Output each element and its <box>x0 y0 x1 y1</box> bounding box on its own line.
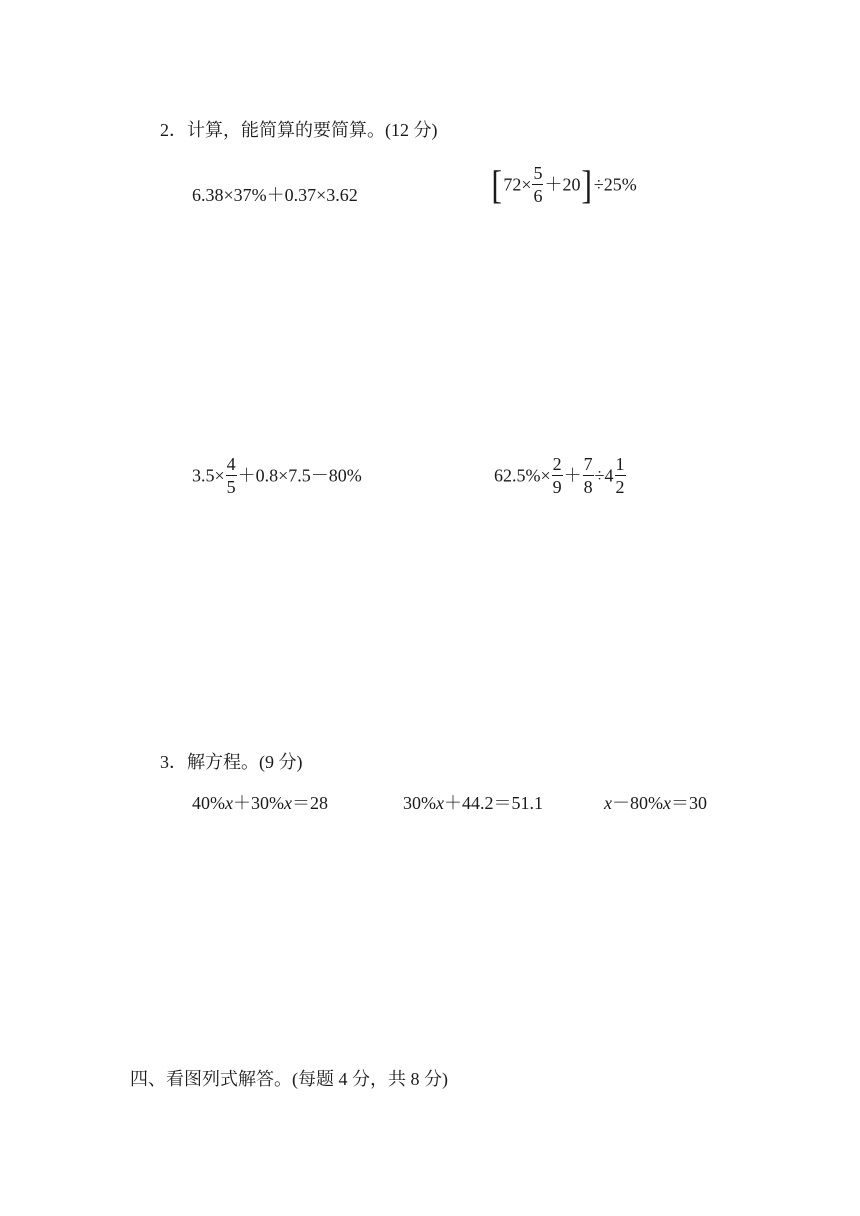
fraction-denominator: 8 <box>583 477 593 497</box>
calc-problem-1 <box>192 186 358 204</box>
fraction-denominator: 6 <box>533 186 543 206</box>
section-3-number: 3． <box>160 752 187 772</box>
equation-3 <box>604 794 707 812</box>
fraction-numerator: 5 <box>533 163 543 183</box>
fraction <box>226 455 237 496</box>
section-3-title: 解方程。(9 分) <box>187 752 303 772</box>
calc-problem-2 <box>490 161 637 207</box>
calc-problem-3 <box>192 455 362 496</box>
calc-problem-4-lead: 62.5%× <box>494 465 551 486</box>
section-3-heading <box>160 748 303 774</box>
fraction-numerator: 1 <box>615 454 625 474</box>
section-4-title: 四、看图列式解答。(每题 4 分，共 8 分) <box>130 1069 448 1089</box>
calc-problem-2-lead: 72× <box>503 174 532 195</box>
fraction <box>532 164 543 205</box>
equation-1-part: ＋30% <box>233 793 284 813</box>
calc-problem-1-text: 6.38×37%＋0.37×3.62 <box>192 185 358 205</box>
equation-1-part: 40% <box>192 793 225 813</box>
equation-1 <box>192 794 328 812</box>
plus-sign: ＋ <box>563 465 582 486</box>
section-2-title: 计算，能简算的要简算。(12 分) <box>187 120 438 140</box>
equation-3-part: －80% <box>612 793 663 813</box>
fraction-numerator: 2 <box>552 454 562 474</box>
fraction <box>552 455 563 496</box>
fraction-denominator: 9 <box>552 477 562 497</box>
variable-x: x <box>604 793 612 813</box>
section-2-heading <box>160 116 438 142</box>
open-bracket: [ <box>491 161 502 207</box>
fraction-numerator: 4 <box>226 454 236 474</box>
equation-2 <box>403 794 543 812</box>
division-term: ÷4 <box>594 465 614 486</box>
calc-problem-2-after: ÷25% <box>593 174 637 195</box>
fraction-denominator: 5 <box>226 477 236 497</box>
fraction <box>615 455 626 496</box>
equation-3-part: ＝30 <box>671 793 707 813</box>
calc-problem-4 <box>494 455 627 496</box>
fraction-denominator: 2 <box>615 477 625 497</box>
equation-2-part: 30% <box>403 793 436 813</box>
close-bracket: ] <box>581 161 593 207</box>
section-2-number: 2． <box>160 120 187 140</box>
calc-problem-2-tail: ＋20 <box>544 174 581 195</box>
calc-problem-3-lead: 3.5× <box>192 465 225 486</box>
variable-x: x <box>436 793 444 813</box>
equation-1-part: ＝28 <box>292 793 328 813</box>
fraction-numerator: 7 <box>583 454 593 474</box>
equation-2-part: ＋44.2＝51.1 <box>444 793 543 813</box>
variable-x: x <box>284 793 292 813</box>
variable-x: x <box>225 793 233 813</box>
variable-x: x <box>663 793 671 813</box>
fraction <box>583 455 594 496</box>
calc-problem-3-tail: ＋0.8×7.5－80% <box>237 465 362 486</box>
section-4-heading <box>130 1065 448 1091</box>
